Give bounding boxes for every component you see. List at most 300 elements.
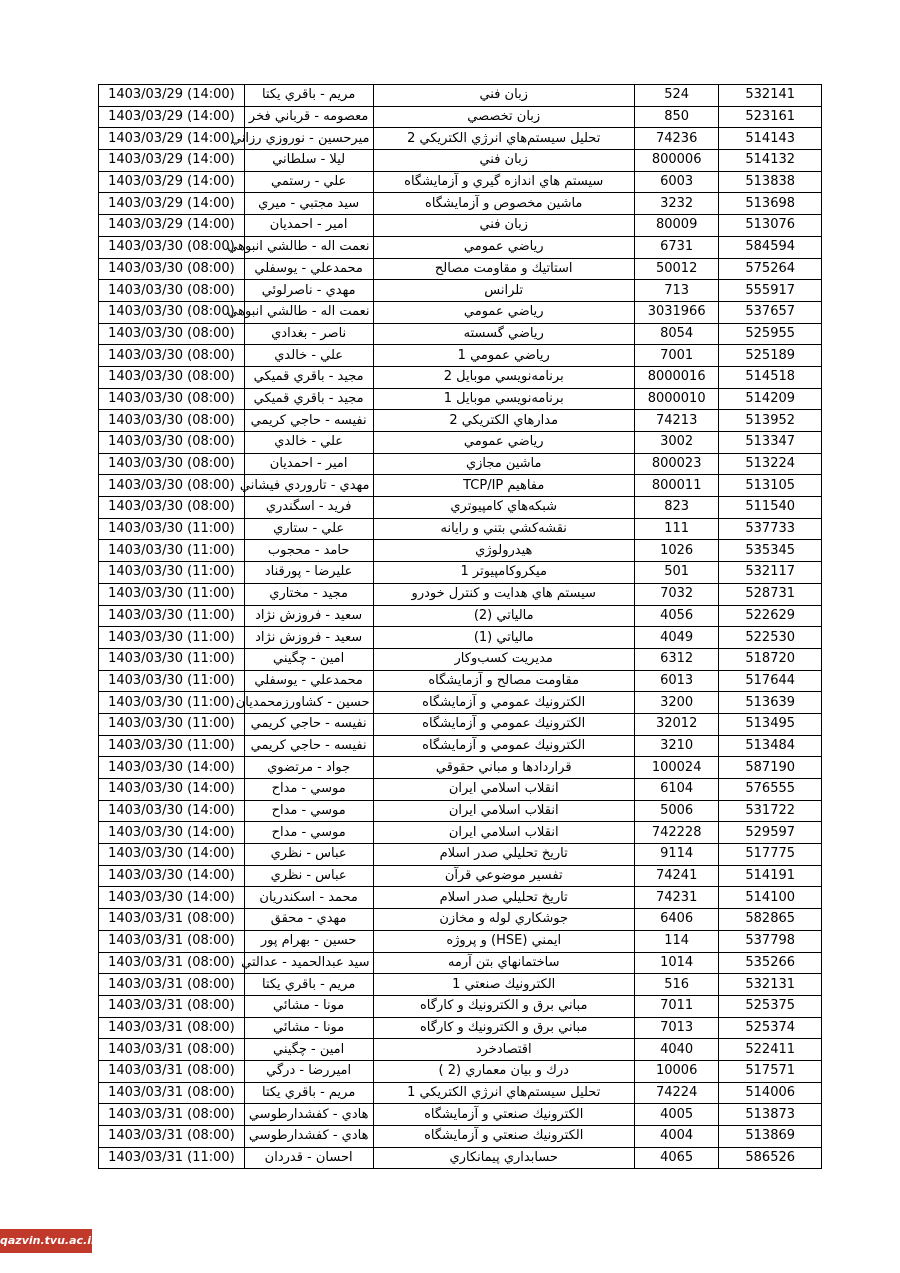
exam-schedule-rows [99, 85, 822, 1169]
course-title: مديريت كسب‌وكار [373, 648, 634, 670]
exam-datetime: 1403/03/30 (14:00) [99, 887, 245, 909]
exam-datetime: 1403/03/30 (11:00) [99, 735, 245, 757]
course-code: 513639 [719, 692, 822, 714]
exam-datetime: 1403/03/29 (14:00) [99, 85, 245, 107]
course-code: 513952 [719, 410, 822, 432]
group-code: 713 [634, 280, 718, 302]
course-code: 514132 [719, 150, 822, 172]
group-code: 32012 [634, 713, 718, 735]
course-title: تاريخ تحليلي صدر اسلام [373, 844, 634, 866]
course-title: زبان فني [373, 215, 634, 237]
table-row [99, 85, 822, 107]
site-footer-tag[interactable]: qazvin.tvu.ac.ir [0, 1229, 92, 1253]
table-row [99, 779, 822, 801]
table-row [99, 1017, 822, 1039]
table-row [99, 887, 822, 909]
course-title: قراردادها و مباني حقوقي [373, 757, 634, 779]
exam-schedule-table [98, 84, 822, 1169]
table-row [99, 909, 822, 931]
exam-datetime: 1403/03/30 (08:00) [99, 323, 245, 345]
teacher-name: مريم - باقري يكتا [244, 974, 373, 996]
table-row [99, 1126, 822, 1148]
course-title: انقلاب اسلامي ايران [373, 822, 634, 844]
exam-datetime: 1403/03/31 (08:00) [99, 995, 245, 1017]
exam-datetime: 1403/03/30 (14:00) [99, 800, 245, 822]
group-code: 524 [634, 85, 718, 107]
teacher-name: ميرحسين - نوروزي رزاني [244, 128, 373, 150]
course-title: مدارهاي الكتريكي 2 [373, 410, 634, 432]
table-row [99, 453, 822, 475]
course-title: تحليل سيستم‌هاي انرژي الكتريكي 1 [373, 1082, 634, 1104]
table-row [99, 800, 822, 822]
course-title: الكترونيك عمومي و آزمايشگاه [373, 735, 634, 757]
table-row [99, 540, 822, 562]
course-code: 517775 [719, 844, 822, 866]
exam-datetime: 1403/03/30 (08:00) [99, 301, 245, 323]
teacher-name: مهدي - تاروردي فيشاني [244, 475, 373, 497]
course-code: 531722 [719, 800, 822, 822]
course-code: 511540 [719, 497, 822, 519]
course-title: اقتصادخرد [373, 1039, 634, 1061]
course-title: الكترونيك صنعتي 1 [373, 974, 634, 996]
teacher-name: حسين - بهرام پور [244, 930, 373, 952]
group-code: 4005 [634, 1104, 718, 1126]
teacher-name: محمدعلي - يوسفلي [244, 258, 373, 280]
course-code: 513698 [719, 193, 822, 215]
teacher-name: موسي - مداح [244, 779, 373, 801]
course-title: رياضي عمومي [373, 301, 634, 323]
course-title: ساختمانهاي بتن آرمه [373, 952, 634, 974]
table-row [99, 670, 822, 692]
course-title: ميكروكامپيوتر 1 [373, 562, 634, 584]
course-title: الكترونيك عمومي و آزمايشگاه [373, 713, 634, 735]
course-title: شبكه‌هاي كامپيوتري [373, 497, 634, 519]
group-code: 8000010 [634, 388, 718, 410]
teacher-name: جواد - مرتضوي [244, 757, 373, 779]
course-code: 514191 [719, 865, 822, 887]
exam-datetime: 1403/03/31 (08:00) [99, 1060, 245, 1082]
table-row [99, 627, 822, 649]
course-code: 528731 [719, 583, 822, 605]
exam-datetime: 1403/03/30 (14:00) [99, 779, 245, 801]
group-code: 8000016 [634, 366, 718, 388]
group-code: 6406 [634, 909, 718, 931]
course-title: رياضي عمومي 1 [373, 345, 634, 367]
table-row [99, 193, 822, 215]
exam-datetime: 1403/03/30 (08:00) [99, 497, 245, 519]
course-code: 587190 [719, 757, 822, 779]
teacher-name: علي - ستاري [244, 518, 373, 540]
group-code: 6013 [634, 670, 718, 692]
group-code: 3002 [634, 432, 718, 454]
group-code: 74241 [634, 865, 718, 887]
teacher-name: عباس - نظري [244, 865, 373, 887]
teacher-name: عباس - نظري [244, 844, 373, 866]
teacher-name: امير - احمديان [244, 215, 373, 237]
course-title: رياضي گسسته [373, 323, 634, 345]
table-row [99, 735, 822, 757]
group-code: 3232 [634, 193, 718, 215]
course-title: الكترونيك صنعتي و آزمايشگاه [373, 1104, 634, 1126]
table-row [99, 518, 822, 540]
teacher-name: مونا - مشائي [244, 1017, 373, 1039]
exam-datetime: 1403/03/30 (11:00) [99, 648, 245, 670]
table-row [99, 128, 822, 150]
course-code: 537733 [719, 518, 822, 540]
teacher-name: احسان - قدردان [244, 1147, 373, 1169]
exam-datetime: 1403/03/30 (11:00) [99, 518, 245, 540]
table-row [99, 171, 822, 193]
group-code: 10006 [634, 1060, 718, 1082]
table-row [99, 583, 822, 605]
exam-datetime: 1403/03/30 (11:00) [99, 540, 245, 562]
course-code: 532117 [719, 562, 822, 584]
course-title: نقشه‌كشي بتني و رايانه [373, 518, 634, 540]
group-code: 800006 [634, 150, 718, 172]
teacher-name: محمدعلي - يوسفلي [244, 670, 373, 692]
group-code: 111 [634, 518, 718, 540]
exam-datetime: 1403/03/30 (08:00) [99, 475, 245, 497]
table-row [99, 1147, 822, 1169]
exam-datetime: 1403/03/30 (14:00) [99, 757, 245, 779]
table-row [99, 1104, 822, 1126]
teacher-name: نفيسه - حاجي كريمي [244, 735, 373, 757]
group-code: 823 [634, 497, 718, 519]
exam-datetime: 1403/03/30 (08:00) [99, 280, 245, 302]
exam-datetime: 1403/03/31 (08:00) [99, 1104, 245, 1126]
group-code: 4056 [634, 605, 718, 627]
group-code: 100024 [634, 757, 718, 779]
teacher-name: مهدي - ناصرلوئي [244, 280, 373, 302]
group-code: 8054 [634, 323, 718, 345]
table-row [99, 258, 822, 280]
course-code: 514143 [719, 128, 822, 150]
exam-datetime: 1403/03/30 (08:00) [99, 345, 245, 367]
teacher-name: حسين - كشاورزمحمديان [244, 692, 373, 714]
group-code: 4040 [634, 1039, 718, 1061]
course-code: 513224 [719, 453, 822, 475]
course-title: رياضي عمومي [373, 432, 634, 454]
exam-datetime: 1403/03/29 (14:00) [99, 106, 245, 128]
teacher-name: امير - احمديان [244, 453, 373, 475]
course-code: 535266 [719, 952, 822, 974]
exam-datetime: 1403/03/30 (14:00) [99, 822, 245, 844]
table-row [99, 930, 822, 952]
group-code: 1014 [634, 952, 718, 974]
course-code: 525955 [719, 323, 822, 345]
course-code: 514006 [719, 1082, 822, 1104]
course-code: 513484 [719, 735, 822, 757]
teacher-name: نعمت اله - طالشي انبوهي [244, 236, 373, 258]
exam-datetime: 1403/03/31 (08:00) [99, 909, 245, 931]
group-code: 7032 [634, 583, 718, 605]
exam-datetime: 1403/03/30 (08:00) [99, 236, 245, 258]
table-row [99, 562, 822, 584]
exam-datetime: 1403/03/30 (11:00) [99, 583, 245, 605]
group-code: 7001 [634, 345, 718, 367]
course-title: مالياتي (2) [373, 605, 634, 627]
teacher-name: هادي - كفشدارطوسي [244, 1104, 373, 1126]
table-row [99, 497, 822, 519]
teacher-name: علي - رستمي [244, 171, 373, 193]
exam-datetime: 1403/03/30 (08:00) [99, 410, 245, 432]
exam-datetime: 1403/03/30 (11:00) [99, 713, 245, 735]
exam-datetime: 1403/03/31 (08:00) [99, 1039, 245, 1061]
group-code: 742228 [634, 822, 718, 844]
course-title: جوشكاري لوله و مخازن [373, 909, 634, 931]
exam-datetime: 1403/03/31 (08:00) [99, 930, 245, 952]
teacher-name: سيد مجتبي - ميري [244, 193, 373, 215]
teacher-name: نعمت اله - طالشي انبوهي [244, 301, 373, 323]
table-row [99, 757, 822, 779]
table-row [99, 1039, 822, 1061]
exam-datetime: 1403/03/30 (08:00) [99, 388, 245, 410]
teacher-name: مهدي - محقق [244, 909, 373, 931]
table-row [99, 236, 822, 258]
course-title: مفاهيم TCP/IP [373, 475, 634, 497]
teacher-name: مجيد - مختاري [244, 583, 373, 605]
teacher-name: سعيد - فروزش نژاد [244, 605, 373, 627]
course-code: 575264 [719, 258, 822, 280]
course-title: مباني برق و الكترونيك و كارگاه [373, 995, 634, 1017]
group-code: 800023 [634, 453, 718, 475]
table-row [99, 410, 822, 432]
course-code: 576555 [719, 779, 822, 801]
course-title: الكترونيك عمومي و آزمايشگاه [373, 692, 634, 714]
course-code: 513347 [719, 432, 822, 454]
teacher-name: مونا - مشائي [244, 995, 373, 1017]
group-code: 4049 [634, 627, 718, 649]
exam-datetime: 1403/03/30 (11:00) [99, 670, 245, 692]
table-row [99, 280, 822, 302]
course-code: 517644 [719, 670, 822, 692]
teacher-name: امين - چگيني [244, 1039, 373, 1061]
exam-datetime: 1403/03/30 (14:00) [99, 844, 245, 866]
table-row [99, 844, 822, 866]
course-code: 514518 [719, 366, 822, 388]
course-code: 518720 [719, 648, 822, 670]
group-code: 3031966 [634, 301, 718, 323]
course-title: استاتيك و مقاومت مصالح [373, 258, 634, 280]
teacher-name: مريم - باقري يكتا [244, 1082, 373, 1104]
table-row [99, 215, 822, 237]
course-title: مباني برق و الكترونيك و كارگاه [373, 1017, 634, 1039]
exam-datetime: 1403/03/31 (08:00) [99, 1017, 245, 1039]
course-title: انقلاب اسلامي ايران [373, 800, 634, 822]
exam-datetime: 1403/03/29 (14:00) [99, 215, 245, 237]
group-code: 6003 [634, 171, 718, 193]
course-title: زبان فني [373, 85, 634, 107]
course-code: 513838 [719, 171, 822, 193]
group-code: 9114 [634, 844, 718, 866]
course-title: الكترونيك صنعتي و آزمايشگاه [373, 1126, 634, 1148]
table-row [99, 648, 822, 670]
table-row [99, 366, 822, 388]
course-code: 513869 [719, 1126, 822, 1148]
course-title: درك و بيان معماري (2 ) [373, 1060, 634, 1082]
group-code: 74236 [634, 128, 718, 150]
table-row [99, 952, 822, 974]
table-row [99, 432, 822, 454]
course-code: 537657 [719, 301, 822, 323]
group-code: 501 [634, 562, 718, 584]
table-row [99, 345, 822, 367]
group-code: 74224 [634, 1082, 718, 1104]
course-code: 513495 [719, 713, 822, 735]
exam-datetime: 1403/03/31 (08:00) [99, 952, 245, 974]
course-title: تلرانس [373, 280, 634, 302]
course-title: مقاومت مصالح و آزمايشگاه [373, 670, 634, 692]
course-code: 532141 [719, 85, 822, 107]
table-row [99, 150, 822, 172]
course-code: 555917 [719, 280, 822, 302]
group-code: 4065 [634, 1147, 718, 1169]
table-row [99, 713, 822, 735]
group-code: 850 [634, 106, 718, 128]
course-code: 514209 [719, 388, 822, 410]
teacher-name: معصومه - قرباني فخر [244, 106, 373, 128]
teacher-name: علي - خالدي [244, 345, 373, 367]
exam-datetime: 1403/03/29 (14:00) [99, 193, 245, 215]
exam-datetime: 1403/03/30 (11:00) [99, 692, 245, 714]
course-code: 529597 [719, 822, 822, 844]
table-row [99, 301, 822, 323]
group-code: 74231 [634, 887, 718, 909]
group-code: 6312 [634, 648, 718, 670]
course-title: هيدرولوژي [373, 540, 634, 562]
group-code: 114 [634, 930, 718, 952]
group-code: 50012 [634, 258, 718, 280]
group-code: 7013 [634, 1017, 718, 1039]
teacher-name: ليلا - سلطاني [244, 150, 373, 172]
table-row [99, 475, 822, 497]
teacher-name: سعيد - فروزش نژاد [244, 627, 373, 649]
exam-datetime: 1403/03/31 (11:00) [99, 1147, 245, 1169]
teacher-name: اميررضا - درگي [244, 1060, 373, 1082]
exam-datetime: 1403/03/30 (08:00) [99, 432, 245, 454]
teacher-name: مريم - باقري يكتا [244, 85, 373, 107]
table-row [99, 106, 822, 128]
exam-datetime: 1403/03/29 (14:00) [99, 150, 245, 172]
course-title: مالياتي (1) [373, 627, 634, 649]
table-row [99, 995, 822, 1017]
course-title: برنامه‌نويسي موبايل 1 [373, 388, 634, 410]
exam-datetime: 1403/03/29 (14:00) [99, 171, 245, 193]
teacher-name: محمد - اسكندريان [244, 887, 373, 909]
table-row [99, 605, 822, 627]
course-title: انقلاب اسلامي ايران [373, 779, 634, 801]
group-code: 3210 [634, 735, 718, 757]
exam-datetime: 1403/03/30 (11:00) [99, 627, 245, 649]
exam-datetime: 1403/03/30 (11:00) [99, 605, 245, 627]
course-title: حسابداري پيمانكاري [373, 1147, 634, 1169]
course-code: 582865 [719, 909, 822, 931]
course-code: 513873 [719, 1104, 822, 1126]
course-title: تحليل سيستم‌هاي انرژي الكتريكي 2 [373, 128, 634, 150]
group-code: 74213 [634, 410, 718, 432]
course-title: برنامه‌نويسي موبايل 2 [373, 366, 634, 388]
teacher-name: حامد - محجوب [244, 540, 373, 562]
group-code: 516 [634, 974, 718, 996]
exam-datetime: 1403/03/30 (14:00) [99, 865, 245, 887]
table-row [99, 1082, 822, 1104]
group-code: 1026 [634, 540, 718, 562]
course-title: ماشين مجازي [373, 453, 634, 475]
teacher-name: ناصر - بغدادي [244, 323, 373, 345]
teacher-name: نفيسه - حاجي كريمي [244, 713, 373, 735]
course-code: 525375 [719, 995, 822, 1017]
exam-datetime: 1403/03/31 (08:00) [99, 974, 245, 996]
teacher-name: عليرضا - پورقناد [244, 562, 373, 584]
table-row [99, 388, 822, 410]
exam-datetime: 1403/03/30 (08:00) [99, 258, 245, 280]
group-code: 6731 [634, 236, 718, 258]
teacher-name: نفيسه - حاجي كريمي [244, 410, 373, 432]
teacher-name: موسي - مداح [244, 822, 373, 844]
course-title: رياضي عمومي [373, 236, 634, 258]
course-title: تفسير موضوعي قرآن [373, 865, 634, 887]
course-code: 523161 [719, 106, 822, 128]
group-code: 7011 [634, 995, 718, 1017]
group-code: 5006 [634, 800, 718, 822]
teacher-name: سيد عبدالحميد - عدالتي [244, 952, 373, 974]
course-code: 513105 [719, 475, 822, 497]
course-code: 537798 [719, 930, 822, 952]
teacher-name: مجيد - باقري قميكي [244, 366, 373, 388]
group-code: 6104 [634, 779, 718, 801]
course-title: زبان تخصصي [373, 106, 634, 128]
course-code: 586526 [719, 1147, 822, 1169]
course-code: 535345 [719, 540, 822, 562]
table-row [99, 865, 822, 887]
group-code: 4004 [634, 1126, 718, 1148]
course-code: 532131 [719, 974, 822, 996]
exam-datetime: 1403/03/30 (11:00) [99, 562, 245, 584]
course-code: 522530 [719, 627, 822, 649]
table-row [99, 323, 822, 345]
teacher-name: مجيد - باقري قميكي [244, 388, 373, 410]
teacher-name: موسي - مداح [244, 800, 373, 822]
course-title: تاريخ تحليلي صدر اسلام [373, 887, 634, 909]
teacher-name: علي - خالدي [244, 432, 373, 454]
teacher-name: امين - چگيني [244, 648, 373, 670]
course-code: 517571 [719, 1060, 822, 1082]
course-code: 584594 [719, 236, 822, 258]
exam-datetime: 1403/03/29 (14:00) [99, 128, 245, 150]
exam-datetime: 1403/03/30 (08:00) [99, 453, 245, 475]
exam-datetime: 1403/03/31 (08:00) [99, 1126, 245, 1148]
teacher-name: هادي - كفشدارطوسي [244, 1126, 373, 1148]
course-code: 522411 [719, 1039, 822, 1061]
course-code: 525374 [719, 1017, 822, 1039]
course-title: زبان فني [373, 150, 634, 172]
course-title: ايمني (HSE) و پروژه [373, 930, 634, 952]
teacher-name: فريد - اسگندري [244, 497, 373, 519]
group-code: 80009 [634, 215, 718, 237]
table-row [99, 1060, 822, 1082]
exam-datetime: 1403/03/30 (08:00) [99, 366, 245, 388]
course-title: سيستم هاي اندازه گيري و آزمايشگاه [373, 171, 634, 193]
table-row [99, 692, 822, 714]
course-code: 513076 [719, 215, 822, 237]
exam-datetime: 1403/03/31 (08:00) [99, 1082, 245, 1104]
course-title: ماشين مخصوص و آزمايشگاه [373, 193, 634, 215]
course-title: سيستم هاي هدايت و كنترل خودرو [373, 583, 634, 605]
group-code: 3200 [634, 692, 718, 714]
group-code: 800011 [634, 475, 718, 497]
course-code: 522629 [719, 605, 822, 627]
course-code: 525189 [719, 345, 822, 367]
